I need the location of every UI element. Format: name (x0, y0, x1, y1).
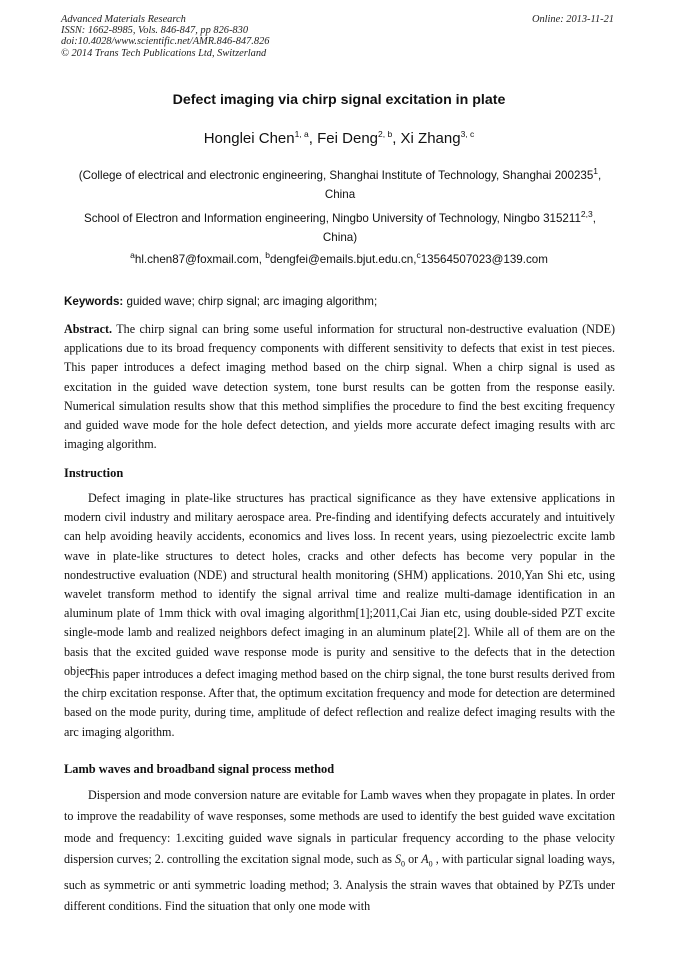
keywords-line (64, 295, 614, 308)
section-heading-lamb-waves: Lamb waves and broadband signal process method (64, 762, 335, 776)
mode-s-sub: 0 (401, 859, 406, 869)
email-c-sup: c (416, 250, 421, 261)
lamb-text-before: Dispersion and mode conversion nature are evitable for Lamb waves when they propagate in plates. In order to improve the readability of wave responses, some methods are used to identify the best guided wave excitation mode and frequency: 1.exciting guided wave signals in particular frequency according to the phase velocity dispersion curves; 2. controlling the excitation signal mode, such as (64, 788, 615, 867)
keywords-text: guided wave; chirp signal; arc imaging algorithm; (123, 295, 378, 308)
email-a-sup: a (130, 250, 135, 261)
affiliation-1-text: (College of electrical and electronic engineering, Shanghai Institute of Technology, Shanghai 200235 (78, 169, 594, 182)
author-emails (0, 250, 678, 266)
email-b: dengfei@emails.bjut.edu.cn, (269, 253, 417, 266)
affiliation-2-text: School of Electron and Information engineering, Ningbo University of Technology, Ningbo 315211 (84, 212, 581, 225)
author-list: Honglei Chen$^{1, a}$, Fei Deng$^{2, b}$, Xi Zhang$^{3, c}$ (203, 129, 475, 147)
author-sup: 3, c (460, 129, 475, 139)
affiliation-2 (62, 209, 618, 247)
intro-paragraph-1: Defect imaging in plate-like structures has practical significance as they have extensive applications in modern civil industry and military aerospace area. Pre-finding and identifying defects accurately and intuitively can help avoiding heavily accidents, economics and lives loss. In recent years, using piezoelectric excite lamb wave in plate-like structures to detect holes, cracks and other defects has become very popular in the nondestructive evaluation (NDE) and structural health monitoring (SHM) applications. 2010,Yan Shi etc, using wavelet transform method to identify the signal arrival time and realize multi-damage identification in an aluminum plate of 1mm thick with oval imaging algorithm[1];2011,Cai Jian etc, using double-sided PZT excite single-mode lamb and realized neighbors defect imaging in an aluminum plate[2]. While all of them are on the basis that the excited guided wave response mode is purity and sensitive to the defects that in the detection object. (64, 491, 615, 678)
affiliation-2-end: , (592, 212, 596, 225)
section-heading-introduction: Instruction (64, 466, 124, 480)
affiliation-1-country: China (324, 188, 356, 201)
email-b-sup: b (265, 250, 270, 261)
online-date: Online: 2013-11-21 (531, 14, 614, 25)
affiliation-1-sup: 1 (593, 166, 599, 177)
issn-line: ISSN: 1662-8985, Vols. 846-847, pp 826-830 (61, 25, 249, 37)
affiliation-2-country: China) (322, 231, 358, 244)
affiliation-1 (62, 166, 618, 204)
affiliation-2-sup: 2,3 (580, 209, 593, 220)
keywords-label: Keywords: (64, 295, 124, 308)
mode-a-sub: 0 (428, 859, 433, 869)
mode-or: or (405, 852, 422, 867)
author-sup: 2, b (378, 129, 393, 139)
author-sup: 1, a (294, 129, 309, 139)
mode-a: A (421, 852, 429, 867)
abstract-paragraph (64, 320, 615, 454)
journal-name: Advanced Materials Research (61, 14, 186, 25)
author-name: Xi Zhang (400, 130, 461, 147)
doi-line: doi:10.4028/www.scientific.net/AMR.846-847.826 (61, 36, 270, 48)
lamb-text-after: , with particular signal loading ways, such as symmetric or anti symmetric loading method; 3. Analysis the strain waves that obtained by PZTs under different conditions. Find the situation that only one mode with (64, 852, 616, 914)
mode-s: S (395, 852, 402, 867)
email-c: 13564507023@139.com (420, 253, 548, 266)
copyright-line: © 2014 Trans Tech Publications Ltd, Switzerland (61, 47, 267, 59)
lamb-paragraph-1 (64, 785, 615, 918)
intro-paragraph-2: This paper introduces a defect imaging method based on the chirp signal, the tone burst results derived from the chirp excitation response. After that, the optimum excitation frequency and mode for detection are determined based on the mode purity, during time, amplitude of defect reflection and realize defect imaging results with the arc imaging algorithm. (64, 667, 615, 739)
abstract-label: Abstract. (64, 322, 113, 336)
journal-header (61, 14, 269, 59)
author-name: Fei Deng (317, 130, 379, 147)
abstract-text: The chirp signal can bring some useful information for structural non-destructive evaluation (NDE) applications due to its broad frequency components with different sensitivity to defects that exist in test pieces. This paper introduces a defect imaging method based on the chirp signal. When a chirp signal is used as excitation in the guided wave detection system, tone burst results can be gotten from the response easily. Numerical simulation results show that this method simplifies the procedure to find the best exciting frequency and guided wave mode for the hole defect detection, and yields more accurate defect imaging results with arc imaging algorithm. (64, 322, 615, 452)
author-name: Honglei Chen (203, 130, 295, 147)
paper-title: Defect imaging via chirp signal excitation in plate (172, 92, 506, 108)
affiliation-1-end: , (598, 169, 602, 182)
email-a: hl.chen87@foxmail.com, (134, 253, 266, 266)
